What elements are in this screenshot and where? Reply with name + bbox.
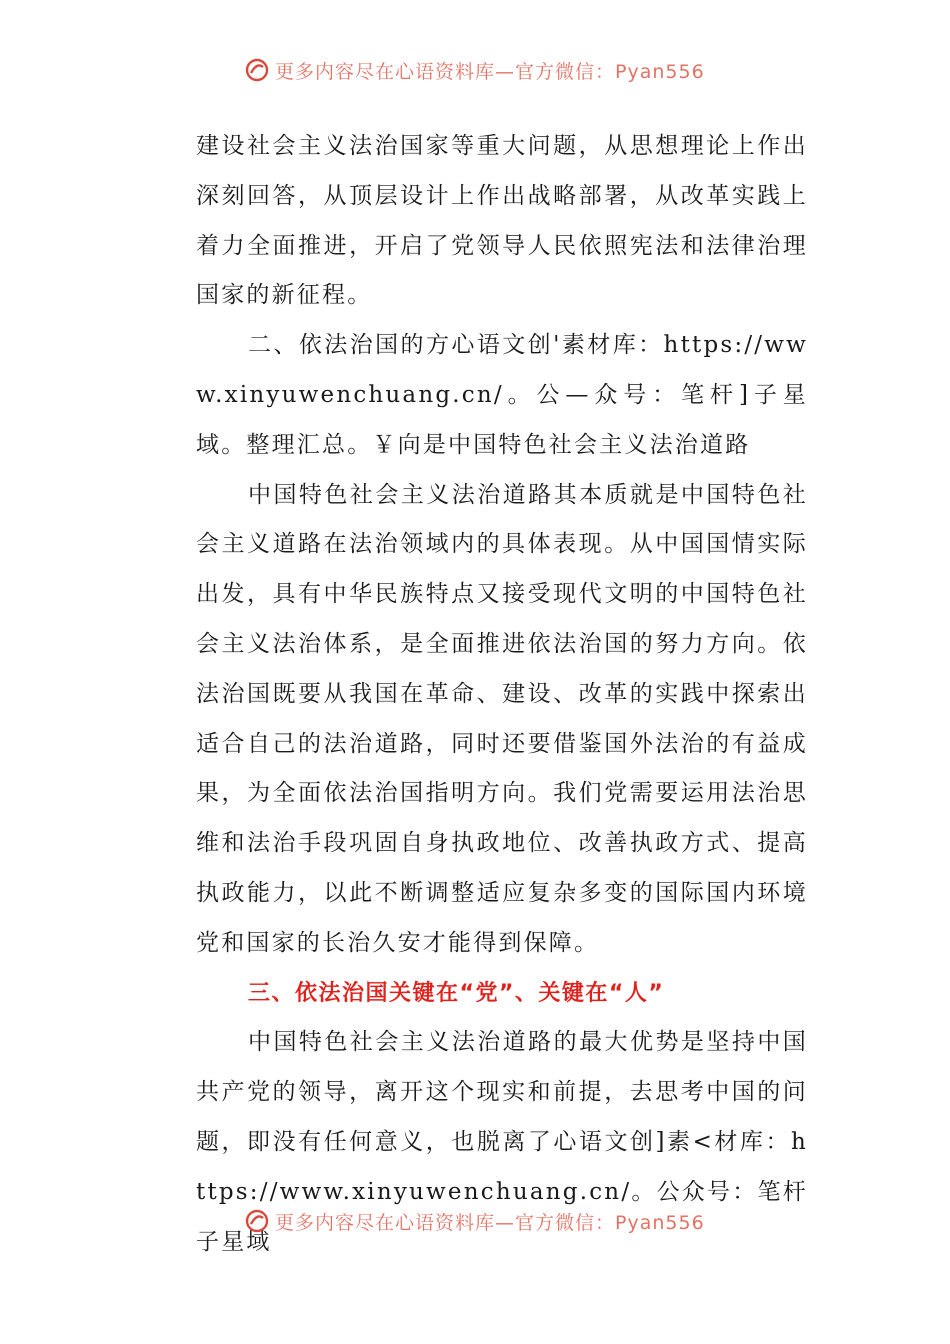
body-paragraph-last: 中国特色社会主义法治道路的最大优势是坚持中国共产党的领导，离开这个现实和前提，去思考中国的问题，即没有任何意义，也脱离了心语文创]素<材库：https://www.xinyuwenchuang.cn/。公众号：笔杆子星域 (196, 1029, 808, 1255)
paragraph-continuation: 建设社会主义法治国家等重大问题，从思想理论上作出深刻回答，从顶层设计上作出战略部署，从改革实践上着力全面推进，开启了党领导人民依照宪法和法律治理国家的新征程。 (196, 133, 808, 309)
footer-watermark-text: 更多内容尽在心语资料库—官方微信：Pyan556 (275, 1211, 705, 1234)
header-watermark-banner (245, 57, 705, 83)
footer-watermark-banner (245, 1208, 705, 1234)
section-two-paragraph: 二、依法治国的方心语文创'素材库：https://www.xinyuwenchuang.cn/。公—众号：笔杆]子星域。整理汇总。￥向是中国特色社会主义法治道路 (196, 332, 808, 458)
header-watermark-text: 更多内容尽在心语资料库—官方微信：Pyan556 (275, 60, 705, 83)
body-paragraph: 中国特色社会主义法治道路其本质就是中国特色社会主义道路在法治领域内的具体表现。从中国国情实际出发，具有中华民族特点又接受现代文明的中国特色社会主义法治体系，是全面推进依法治国的努力方向。依法治国既要从我国在革命、建设、改革的实践中探索出适合自己的法治道路，同时还要借鉴国外法治的有益成果，为全面依法治国指明方向。我们党需要运用法治思维和法治手段巩固自身执政地位、改善执政方式、提高执政能力，以此不断调整适应复杂多变的国际国内环境党和国家的长治久安才能得到保障。 (196, 481, 808, 956)
brand-logo-icon (245, 58, 269, 82)
document-body (196, 122, 808, 1267)
brand-logo-icon (245, 1209, 269, 1233)
section-three-heading: 三、依法治国关键在“党”、关键在“人” (248, 980, 665, 1006)
